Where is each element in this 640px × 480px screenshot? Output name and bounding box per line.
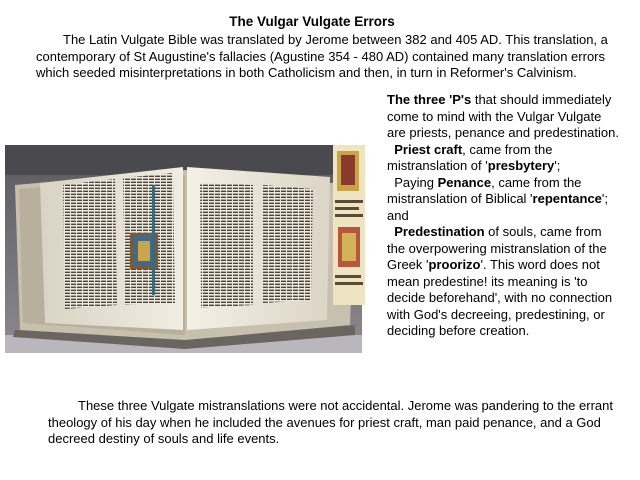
- repentance-term: repentance: [532, 191, 602, 206]
- three-ps-intro: The three 'P's that should immediately come to mind with the Vulgar Vulgate are priests, penance and predestination.: [387, 92, 619, 140]
- page-title: The Vulgar Vulgate Errors: [229, 14, 395, 29]
- predestination-item: Predestination of souls, came from the overpowering mistranslation of the Greek 'proorizo'. This word does not mean predestine! its meaning is 'to decide beforehand', with no connection with God's decreeing, predestining, or deciding before creation.: [387, 224, 613, 338]
- penance-label: Penance: [437, 174, 492, 190]
- bible-illustration: [5, 145, 362, 353]
- illuminated-page-illustration: [333, 145, 365, 305]
- three-ps-heading: The three 'P's: [387, 92, 472, 107]
- bible-photo: [5, 145, 362, 353]
- three-ps-section: [383, 92, 623, 340]
- penance-item: Paying Penance, came from the mistranslation of Biblical 'repentance'; and: [387, 174, 609, 223]
- intro-paragraph: [36, 32, 616, 82]
- illuminated-page-edge: [333, 145, 365, 305]
- closing-paragraph: [48, 398, 633, 448]
- proorizo-term: proorizo: [428, 257, 481, 272]
- closing-text: These three Vulgate mistranslations were not accidental. Jerome was pandering to the errant theology of his day when he included the avenues for priest craft, man paid penance, and a God decreed destiny of souls and life events.: [48, 398, 613, 446]
- priest-craft-item: Priest craft, came from the mistranslation of 'presbytery';: [387, 141, 561, 173]
- intro-text: The Latin Vulgate Bible was translated by Jerome between 382 and 405 AD. This translation, a contemporary of St Augustine's fallacies (Agustine 354 - 480 AD) contained many translation errors which seeded misinterpretations in both Catholicism and then, in turn in Reformer's Calvinism.: [36, 32, 608, 80]
- predestination-label: Predestination: [394, 224, 485, 239]
- priest-craft-label: Priest craft: [394, 141, 463, 157]
- presbytery-term: presbytery: [487, 158, 555, 173]
